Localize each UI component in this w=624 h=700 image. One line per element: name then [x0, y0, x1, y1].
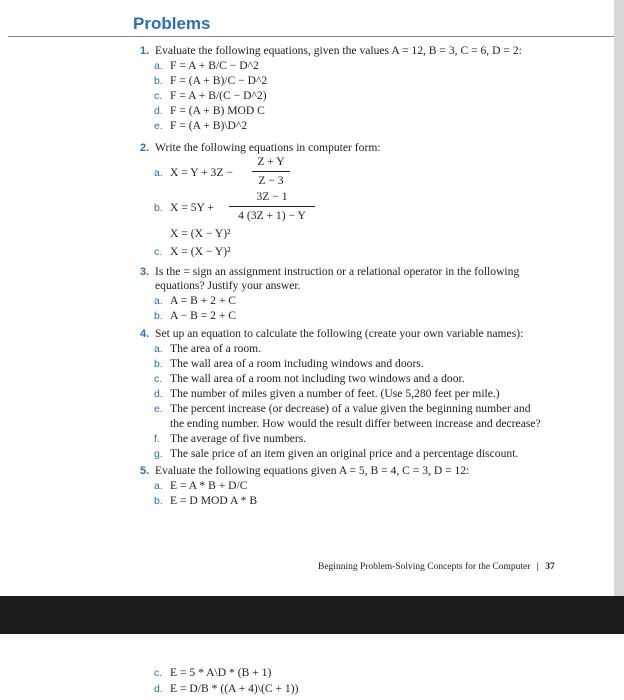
equation-lhs: X = 5Y +	[170, 201, 214, 214]
equation: F = (A + B)/C − D^2	[170, 74, 268, 87]
problem-5-text: Evaluate the following equations given A = 5, B = 4, C = 3, D = 12:	[155, 464, 470, 477]
heading-rule	[8, 36, 614, 37]
list-item: The percent increase (or decrease) of a value given the beginning number and	[170, 402, 531, 415]
problem-5-number: 5.	[140, 465, 150, 477]
next-page	[0, 634, 624, 700]
problem-3-text-cont: equations? Justify your answer.	[155, 279, 301, 292]
fraction-numerator: 3Z − 1	[256, 190, 288, 203]
footer-separator: |	[536, 562, 539, 572]
item-letter: c.	[154, 373, 163, 385]
equation: A = B + 2 + C	[170, 294, 237, 307]
list-item: The sale price of an item given an original price and a percentage discount.	[170, 447, 519, 460]
equation: A − B = 2 + C	[170, 309, 237, 322]
equation: E = D/B * ((A + 4)\(C + 1))	[170, 682, 299, 695]
item-letter: b.	[154, 310, 163, 322]
problem-3-number: 3.	[140, 266, 150, 278]
list-item: The wall area of a room not including two windows and a door.	[170, 372, 465, 385]
fraction-bar	[252, 171, 290, 172]
problem-4-number: 4.	[140, 328, 150, 340]
item-letter: d.	[154, 105, 163, 117]
item-letter: a.	[154, 295, 163, 307]
item-letter: g.	[154, 448, 163, 460]
problem-1-number: 1.	[140, 45, 150, 57]
equation: E = A * B + D/C	[170, 479, 248, 492]
problem-1-text: Evaluate the following equations, given the values A = 12, B = 3, C = 6, D = 2:	[155, 44, 522, 57]
list-item-cont: the ending number. How would the result differ between increase and decrease?	[170, 417, 541, 430]
fraction-denominator: Z − 3	[258, 174, 284, 187]
footer-title: Beginning Problem-Solving Concepts for the Computer	[318, 562, 531, 572]
list-item: The wall area of a room including windows and doors.	[170, 357, 424, 370]
item-letter: b.	[154, 202, 163, 214]
equation: E = 5 * A\D * (B + 1)	[170, 666, 272, 679]
equation-lhs: X = Y + 3Z −	[170, 166, 233, 179]
item-letter: d.	[154, 683, 163, 695]
fraction-bar	[229, 206, 315, 207]
item-letter: f.	[154, 433, 160, 445]
equation: X = (X − Y)²	[170, 245, 231, 258]
page-edge	[614, 0, 624, 596]
item-letter: c.	[154, 246, 163, 258]
fraction-denominator: 4 (3Z + 1) − Y	[238, 209, 306, 222]
problem-4-text: Set up an equation to calculate the following (create your own variable names):	[155, 327, 524, 340]
item-letter: a.	[154, 343, 163, 355]
page-number: 37	[545, 562, 555, 572]
item-letter: c.	[154, 90, 163, 102]
item-letter: a.	[154, 60, 163, 72]
item-letter: c.	[154, 667, 163, 679]
section-heading: Problems	[133, 14, 211, 33]
page-gap	[0, 596, 624, 634]
problem-2-text: Write the following equations in computer form:	[155, 141, 381, 154]
fraction-numerator: Z + Y	[257, 155, 285, 168]
list-item: The average of five numbers.	[170, 432, 307, 445]
item-letter: a.	[154, 167, 163, 179]
item-letter: a.	[154, 480, 163, 492]
equation: F = (A + B) MOD C	[170, 104, 265, 117]
item-letter: e.	[154, 403, 163, 415]
equation: E = D MOD A * B	[170, 494, 258, 507]
equation: F = (A + B)\D^2	[170, 119, 248, 132]
equation: F = A + B/C − D^2	[170, 59, 259, 72]
list-item: The number of miles given a number of feet. (Use 5,280 feet per mile.)	[170, 387, 500, 400]
equation: F = A + B/(C − D^2)	[170, 89, 267, 102]
problem-3-text: Is the = sign an assignment instruction or a relational operator in the following	[155, 265, 520, 278]
page-footer	[318, 562, 555, 572]
problem-2-number: 2.	[140, 142, 150, 154]
item-letter: b.	[154, 358, 163, 370]
item-letter: d.	[154, 388, 163, 400]
item-letter: b.	[154, 495, 163, 507]
item-letter: b.	[154, 75, 163, 87]
equation: X = (X − Y)²	[170, 227, 231, 240]
item-letter: e.	[154, 120, 163, 132]
list-item: The area of a room.	[170, 342, 262, 355]
